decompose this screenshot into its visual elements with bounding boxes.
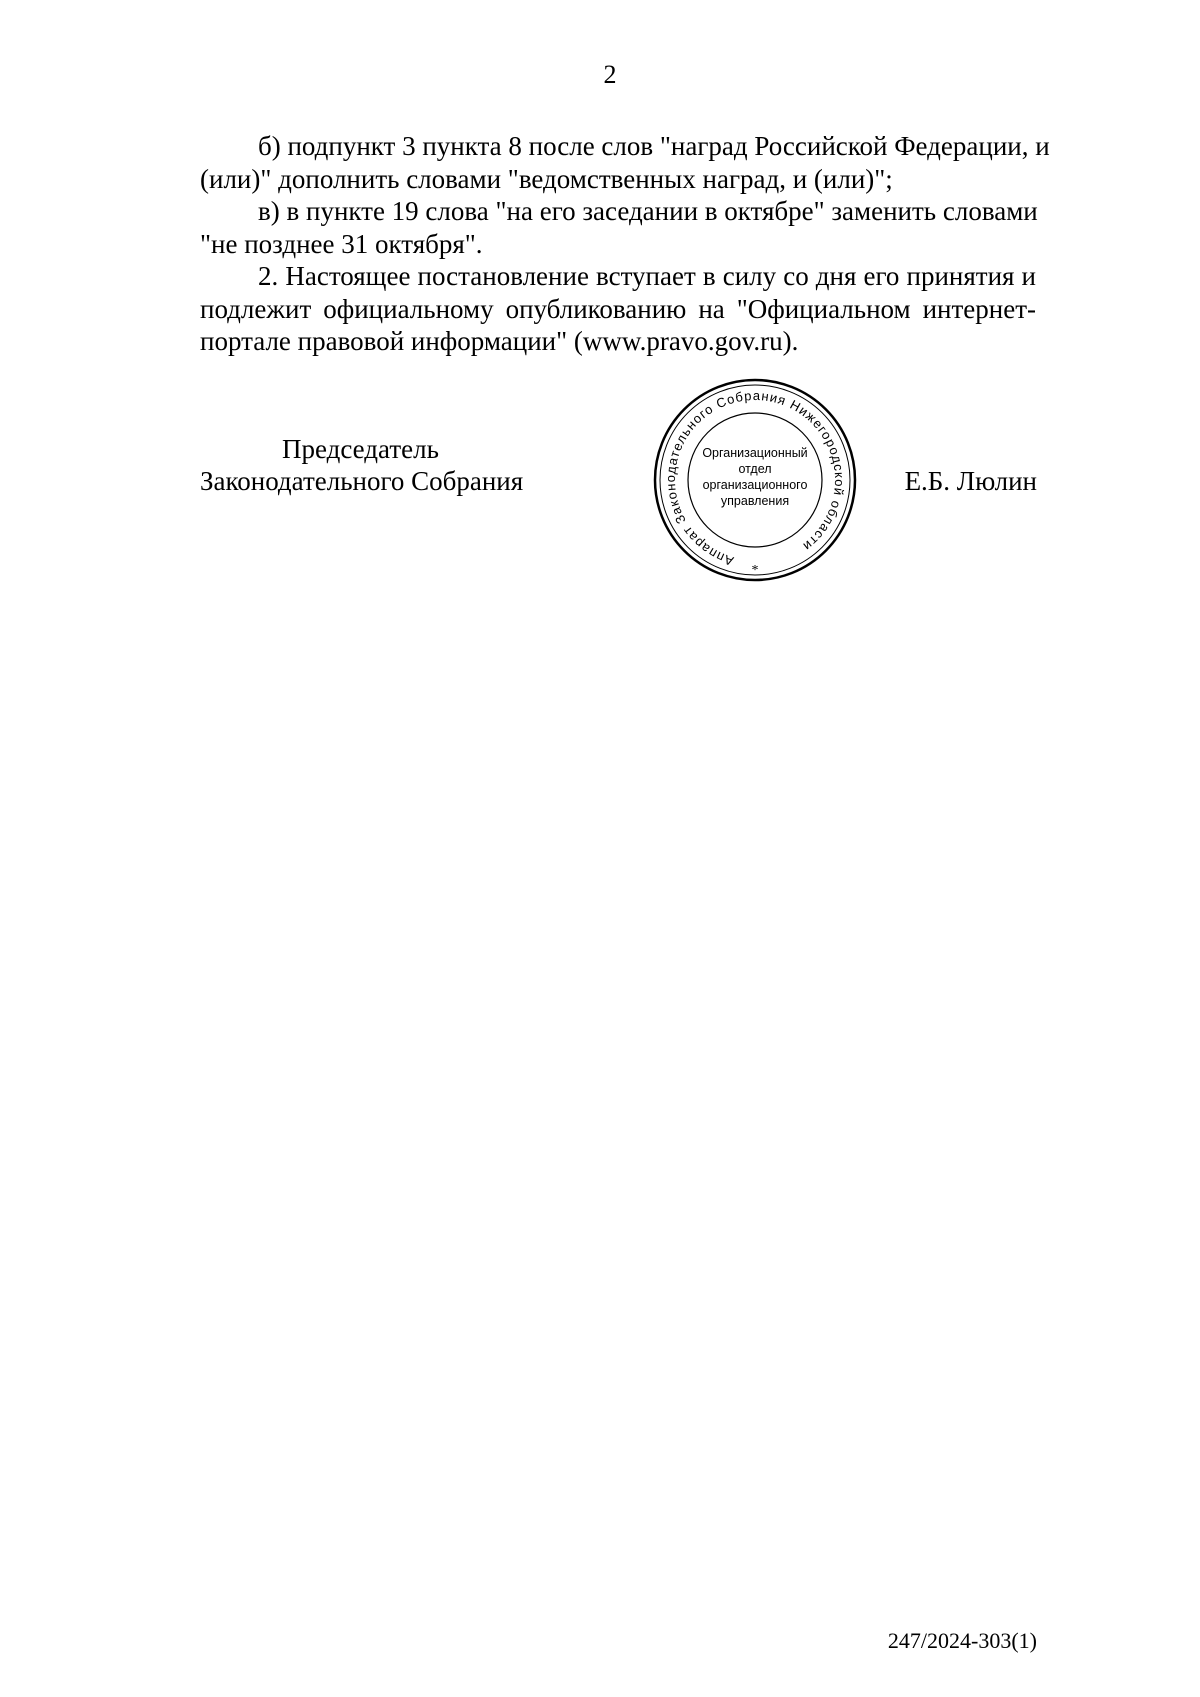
text-line: "не позднее 31 октября".: [200, 228, 483, 259]
signature-title-line2: Законодательного Собрания: [200, 466, 524, 496]
paragraph-v: [200, 195, 1036, 260]
paragraph-b: [200, 130, 1050, 195]
stamp-center-line: управления: [720, 494, 790, 508]
signatory-name: Е.Б. Люлин: [904, 466, 1037, 496]
stamp-center-line: отдел: [738, 462, 772, 476]
stamp-center-line: Организационный: [702, 446, 808, 460]
document-body: [200, 130, 1050, 358]
stamp-ring-text: Аппарат Законодательного Собрания Нижегородской области: [662, 387, 848, 569]
text-line: 2. Настоящее постановление вступает в силу со дня его принятия и: [258, 261, 1036, 291]
text-line: б) подпункт 3 пункта 8 после слов "наград Российской Федерации, и: [258, 131, 1050, 161]
document-number: 247/2024-303(1): [887, 1628, 1037, 1653]
paragraph-2: [200, 260, 1036, 358]
text-line: в) в пункте 19 слова "на его заседании в октябре" заменить словами: [258, 196, 1038, 226]
official-stamp: [650, 375, 860, 585]
stamp-star-icon: *: [751, 563, 759, 578]
signature-title-line1: Председатель: [282, 434, 439, 464]
page-number: 2: [603, 60, 617, 89]
text-line: (или)" дополнить словами "ведомственных наград, и (или)";: [200, 163, 893, 194]
stamp-center-line: организационного: [702, 478, 808, 492]
text-line: портале правовой информации" (www.pravo.gov.ru).: [200, 326, 799, 356]
text-line: подлежит официальному опубликованию на "Официальном интернет-: [200, 293, 1036, 324]
